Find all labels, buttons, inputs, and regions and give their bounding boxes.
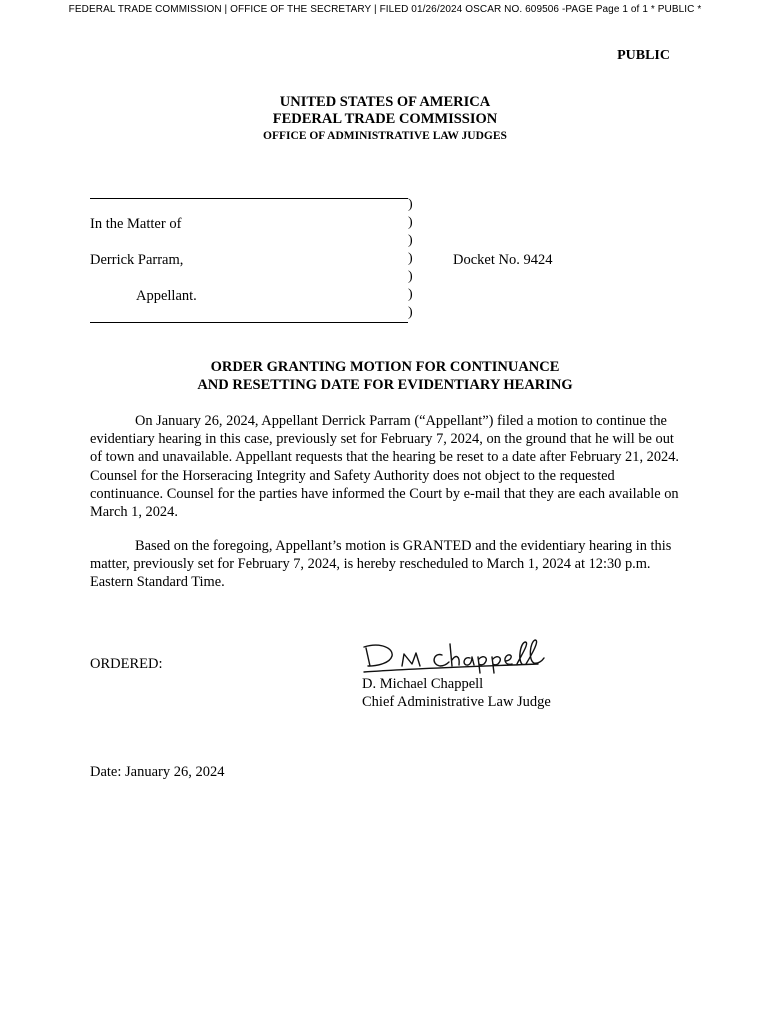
header-country: UNITED STATES OF AMERICA: [279, 94, 491, 110]
signer-title: Chief Administrative Law Judge: [362, 694, 551, 710]
caption-brackets: ) ) ) ) ) ) ): [408, 197, 413, 320]
caption-top-rule: [90, 198, 408, 199]
docket-number: Docket No. 9424: [453, 252, 553, 268]
public-label: PUBLIC: [617, 48, 670, 63]
header-office: OFFICE OF ADMINISTRATIVE LAW JUDGES: [263, 130, 507, 142]
order-date: Date: January 26, 2024: [90, 764, 225, 780]
handwritten-signature: [362, 636, 552, 676]
signature-block: [362, 675, 551, 711]
filing-stamp: FEDERAL TRADE COMMISSION | OFFICE OF THE SECRETARY | FILED 01/26/2024 OSCAR NO. 609506 -PAGE Page 1 of 1 * PUBLIC *: [68, 4, 702, 15]
caption-bottom-rule: [90, 322, 408, 323]
caption-matter: In the Matter of: [90, 216, 182, 232]
caption-role: Appellant.: [136, 288, 197, 304]
order-paragraph-2: Based on the foregoing, Appellant’s motion is GRANTED and the evidentiary hearing in this matter, previously set for February 7, 2024, is hereby rescheduled to March 1, 2024 at 12:30 p.m. Eastern Standard Time.: [90, 538, 672, 591]
header-agency: FEDERAL TRADE COMMISSION: [272, 111, 498, 127]
document-header: [0, 94, 770, 145]
order-title-line2: AND RESETTING DATE FOR EVIDENTIARY HEARING: [197, 377, 573, 393]
ordered-label: ORDERED:: [90, 656, 163, 672]
order-paragraph-1: On January 26, 2024, Appellant Derrick Parram (“Appellant”) filed a motion to continue the evidentiary hearing in this case, previously set for February 7, 2024, on the ground that he will be out of town and unavailable. Appellant requests that the hearing be reset to a date after February 21, 2024. Counsel for the Horseracing Integrity and Safety Authority does not object to the requested continuance. Counsel for the parties have informed the Court by e-mail that they are each available on March 1, 2024.: [90, 413, 680, 521]
case-caption: [90, 195, 413, 325]
signer-name: D. Michael Chappell: [362, 676, 484, 692]
order-title: [0, 358, 770, 394]
order-title-line1: ORDER GRANTING MOTION FOR CONTINUANCE: [210, 359, 560, 375]
caption-party: Derrick Parram,: [90, 252, 184, 268]
